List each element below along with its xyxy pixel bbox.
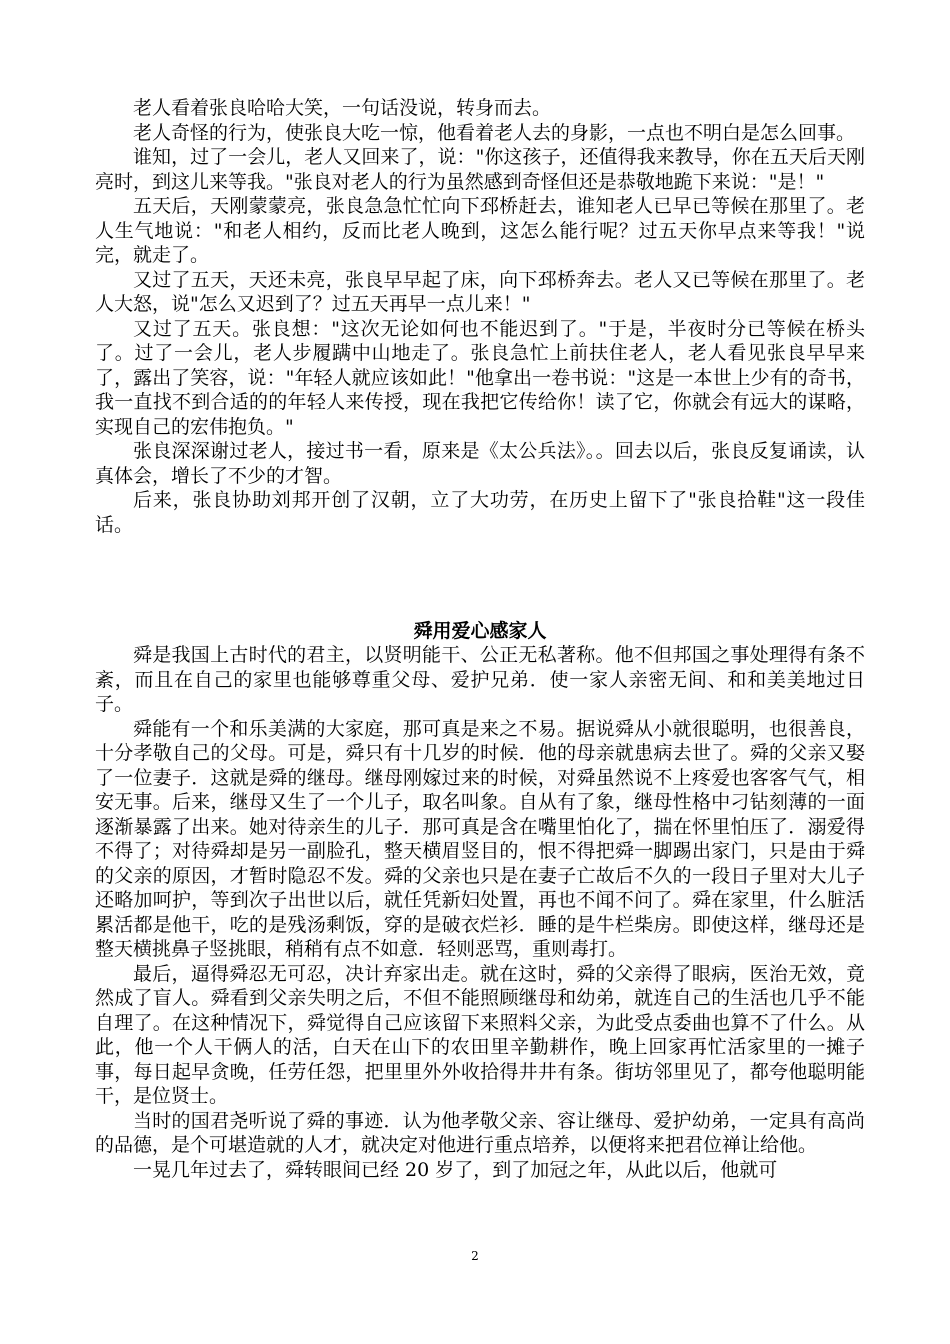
paragraph: 老人看着张良哈哈大笑，一句话没说，转身而去。 (133, 97, 552, 119)
paragraph: 谁知，过了一会儿，老人又回来了，说："你这孩子，还值得我来教导，你在五天后天刚亮时，到这儿来等我。"张良对老人的行为虽然感到奇怪但还是恭敬地跪下来说："是！" (95, 146, 865, 193)
page-number: 2 (471, 1249, 479, 1263)
paragraph: 又过了五天。张良想："这次无论如何也不能迟到了。"于是，半夜时分已等候在桥头了。过了一会儿，老人步履蹒中山地走了。张良急忙上前扶住老人，老人看见张良早早来了，露出了笑容，说："年轻人就应该如此！"他拿出一卷书说："这是一本世上少有的奇书，我一直找不到合适的的年轻人来传授，现在我把它传给你！读了它，你就会有远大的谋略，实现自己的宏伟抱负。" (95, 317, 865, 438)
paragraph: 五天后，天刚蒙蒙亮，张良急急忙忙向下邳桥赶去，谁知老人已早已等候在那里了。老人生气地说："和老人相约，反而比老人晚到，这怎么能行呢？过五天你早点来等我！"说完，就走了。 (95, 195, 865, 266)
paragraph: 当时的国君尧听说了舜的事迹．认为他孝敬父亲、容让继母、爱护幼弟，一定具有高尚的品德，是个可堪造就的人才，就决定对他进行重点培养，以便将来把君位禅让给他。 (95, 1109, 865, 1156)
paragraph: 最后，逼得舜忍无可忍，决计弃家出走。就在这时，舜的父亲得了眼病，医治无效，竟然成了盲人。舜看到父亲失明之后，不但不能照顾继母和幼弟，就连自己的生活也几乎不能自理了。在这种情况下，舜觉得自己应该留下来照料父亲，为此受点委曲也算不了什么。从此，他一个人干俩人的活，白天在山下的农田里辛勤耕作，晚上回家再忙活家里的一摊子事，每日起早贪晚，任劳任怨，把里里外外收拾得井井有条。街坊邻里见了，都夸他聪明能干，是位贤士。 (95, 962, 865, 1107)
paragraph: 一晃几年过去了，舜转眼间已经 20 岁了，到了加冠之年，从此以后，他就可 (133, 1158, 778, 1181)
paragraph: 后来，张良协助刘邦开创了汉朝，立了大功劳，在历史上留下了"张良拾鞋"这一段佳话。 (95, 489, 865, 536)
paragraph: 舜是我国上古时代的君主，以贤明能干、公正无私著称。他不但邦国之事处理得有条不紊，而且在自己的家里也能够尊重父母、爱护兄弟．使一家人亲密无间、和和美美地过日子。 (95, 644, 865, 715)
paragraph: 又过了五天，天还未亮，张良早早起了床，向下邳桥奔去。老人又已等候在那里了。老人大怒，说"怎么又迟到了？过五天再早一点儿来！" (95, 268, 865, 315)
paragraph: 张良深深谢过老人，接过书一看，原来是《太公兵法》。。回去以后，张良反复诵读，认真体会，增长了不少的才智。 (95, 440, 865, 487)
story-zhang-liang-section (95, 96, 865, 537)
section-title: 舜用爱心感家人 (413, 620, 547, 642)
story-shun-section (95, 643, 865, 1182)
paragraph: 舜能有一个和乐美满的大家庭，那可真是来之不易。据说舜从小就很聪明，也很善良，十分孝敬自己的父母。可是，舜只有十几岁的时候．他的母亲就患病去世了。舜的父亲又娶了一位妻子．这就是舜的继母。继母刚嫁过来的时候，对舜虽然说不上疼爱也客客气气，相安无事。后来，继母又生了一个儿子，取名叫象。自从有了象，继母性格中刁钻刻薄的一面逐渐暴露了出来。她对待亲生的儿子．那可真是含在嘴里怕化了，揣在怀里怕压了．溺爱得不得了；对待舜却是另一副脸孔，整天横眉竖目的，恨不得把舜一脚踢出家门，只是由于舜的父亲的原因，才暂时隐忍不发。舜的父亲也只是在妻子亡故后不久的一段日子里对大儿子还略加呵护，等到次子出世以后，就任凭新妇处置，再也不闻不问了。舜在家里，什么脏活累活都是他干，吃的是残汤剩饭，穿的是破衣烂衫．睡的是牛栏柴房。即使这样，继母还是整天横挑鼻子竖挑眼，稍稍有点不如意．轻则恶骂，重则毒打。 (95, 717, 865, 960)
paragraph: 老人奇怪的行为，使张良大吃一惊，他看着老人去的身影，一点也不明白是怎么回事。 (133, 121, 856, 144)
